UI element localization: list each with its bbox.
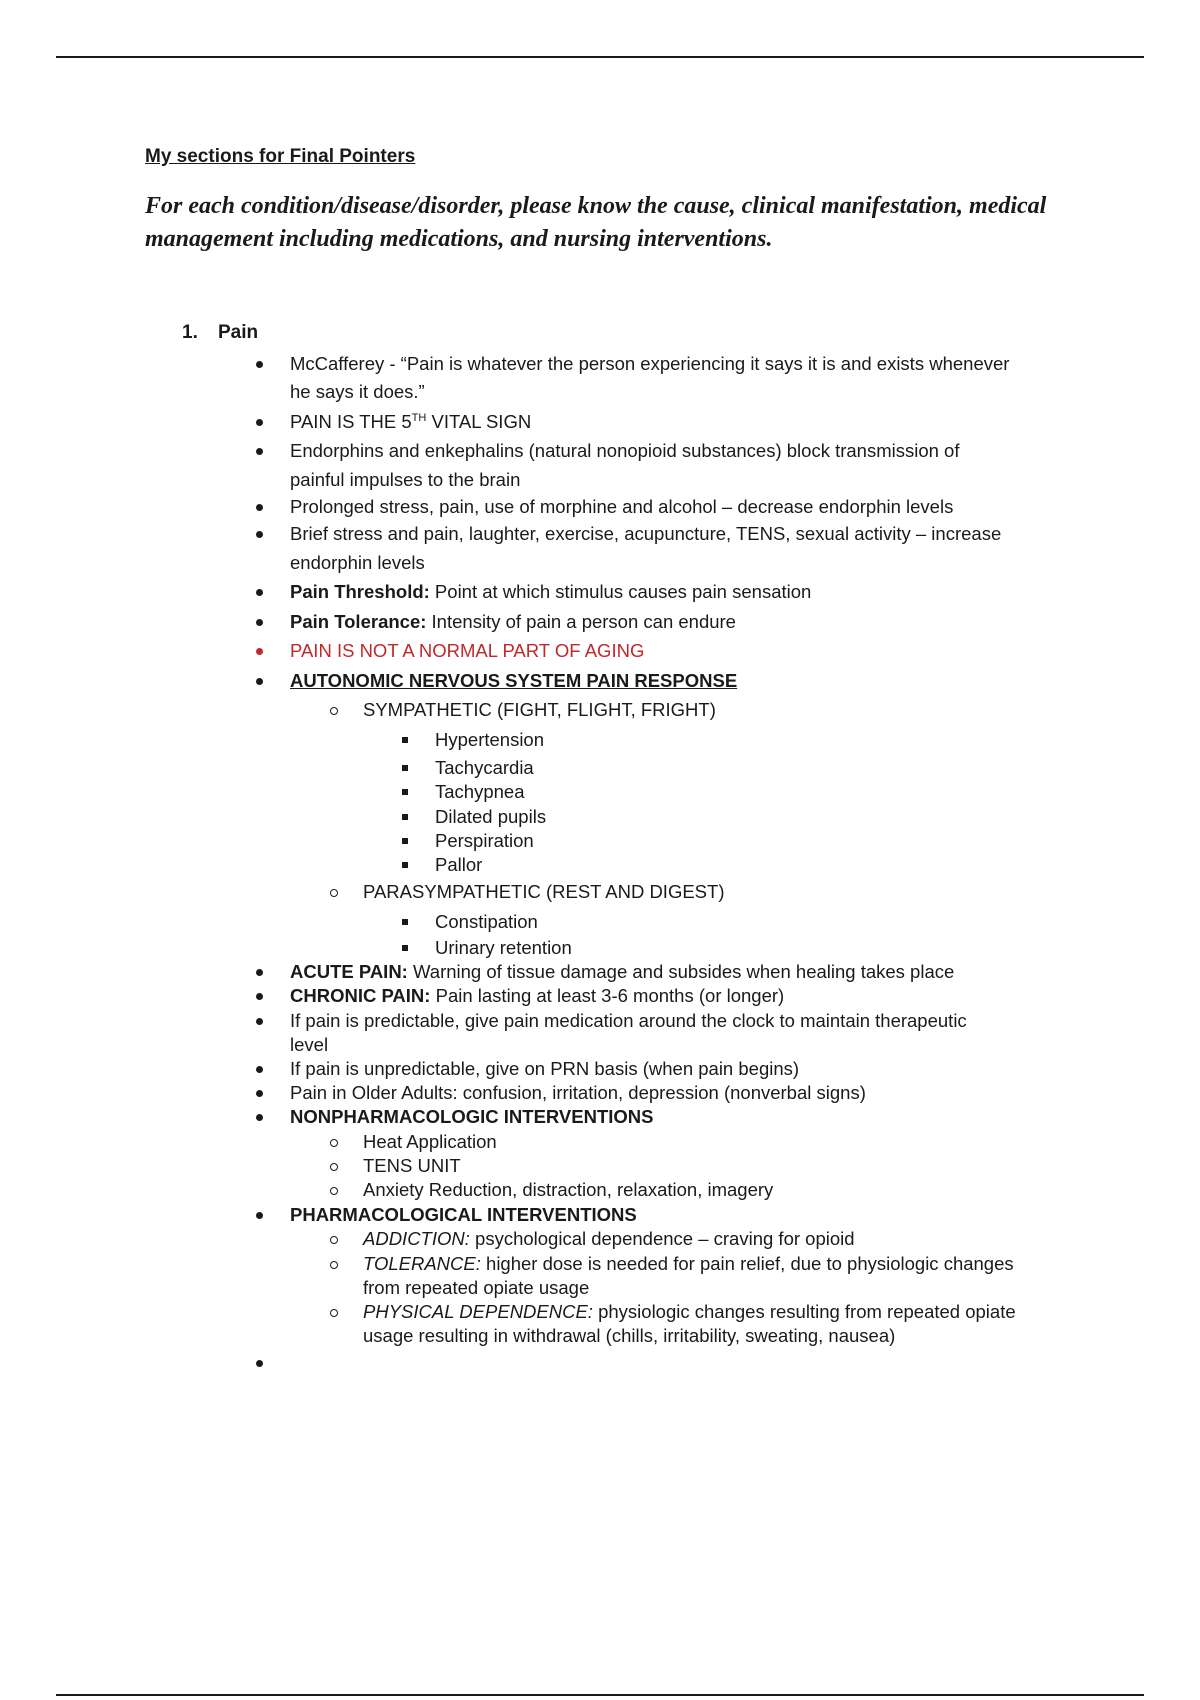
top-rule <box>56 56 1144 58</box>
subsub-item: Urinary retention <box>435 937 572 958</box>
sublist-item: Heat Application <box>363 1131 497 1152</box>
list-item: Pain in Older Adults: confusion, irritation, depression (nonverbal signs) <box>290 1082 866 1103</box>
list-item: Pain Threshold: Point at which stimulus causes pain sensation <box>290 581 812 602</box>
sublist-item: TENS UNIT <box>363 1155 461 1176</box>
list-item: PAIN IS THE 5TH VITAL SIGN <box>290 411 532 432</box>
sections-title: My sections for Final Pointers <box>145 146 416 167</box>
list-item: Endorphins and enkephalins (natural nonopioid substances) block transmission of <box>290 440 960 461</box>
list-item-continued: he says it does.” <box>290 381 425 402</box>
subsub-item: Dilated pupils <box>435 806 547 827</box>
sublist-item: SYMPATHETIC (FIGHT, FLIGHT, FRIGHT) <box>363 699 716 720</box>
instruction-text: For each condition/disease/disorder, please know the cause, clinical manifestation, medical management including medications, and nursing interventions. <box>145 193 1047 252</box>
sublist-item: PARASYMPATHETIC (REST AND DIGEST) <box>363 881 725 902</box>
section-title: Pain <box>218 322 259 343</box>
subsub-item: Hypertension <box>435 729 545 750</box>
sublist-item-continued: usage resulting in withdrawal (chills, irritability, sweating, nausea) <box>363 1325 896 1346</box>
section-heading-pain <box>182 322 258 344</box>
sublist-item: ADDICTION: psychological dependence – craving for opioid <box>363 1228 855 1249</box>
list-item: ACUTE PAIN: Warning of tissue damage and subsides when healing takes place <box>290 961 955 982</box>
list-item: Brief stress and pain, laughter, exercise, acupuncture, TENS, sexual activity – increase <box>290 523 1002 544</box>
list-item-continued: level <box>290 1034 329 1055</box>
subsub-item: Pallor <box>435 854 483 875</box>
empty-list-bullet <box>256 1360 263 1367</box>
list-item-heading: AUTONOMIC NERVOUS SYSTEM PAIN RESPONSE <box>290 670 738 691</box>
list-item: If pain is predictable, give pain medication around the clock to maintain therapeutic <box>290 1010 967 1031</box>
list-item-continued: painful impulses to the brain <box>290 469 521 490</box>
list-item-emphasis: PAIN IS NOT A NORMAL PART OF AGING <box>290 640 645 661</box>
list-item-heading: NONPHARMACOLOGIC INTERVENTIONS <box>290 1106 654 1127</box>
section-number: 1. <box>182 322 198 343</box>
list-item: If pain is unpredictable, give on PRN basis (when pain begins) <box>290 1058 800 1079</box>
subsub-item: Perspiration <box>435 830 534 851</box>
list-item: McCafferey - “Pain is whatever the person experiencing it says it is and exists whenever <box>290 353 1010 374</box>
subsub-item: Tachycardia <box>435 757 534 778</box>
bottom-rule <box>56 1694 1144 1696</box>
list-item: CHRONIC PAIN: Pain lasting at least 3-6 months (or longer) <box>290 985 785 1006</box>
subsub-item: Constipation <box>435 911 538 932</box>
sublist-item: PHYSICAL DEPENDENCE: physiologic changes resulting from repeated opiate <box>363 1301 1016 1322</box>
list-item: Pain Tolerance: Intensity of pain a person can endure <box>290 611 736 632</box>
sublist-item: Anxiety Reduction, distraction, relaxation, imagery <box>363 1179 774 1200</box>
list-item: Prolonged stress, pain, use of morphine and alcohol – decrease endorphin levels <box>290 496 954 517</box>
sublist-item-continued: from repeated opiate usage <box>363 1277 590 1298</box>
subsub-item: Tachypnea <box>435 781 525 802</box>
list-item-continued: endorphin levels <box>290 552 425 573</box>
sublist-item: TOLERANCE: higher dose is needed for pain relief, due to physiologic changes <box>363 1253 1014 1274</box>
list-item-heading: PHARMACOLOGICAL INTERVENTIONS <box>290 1204 637 1225</box>
